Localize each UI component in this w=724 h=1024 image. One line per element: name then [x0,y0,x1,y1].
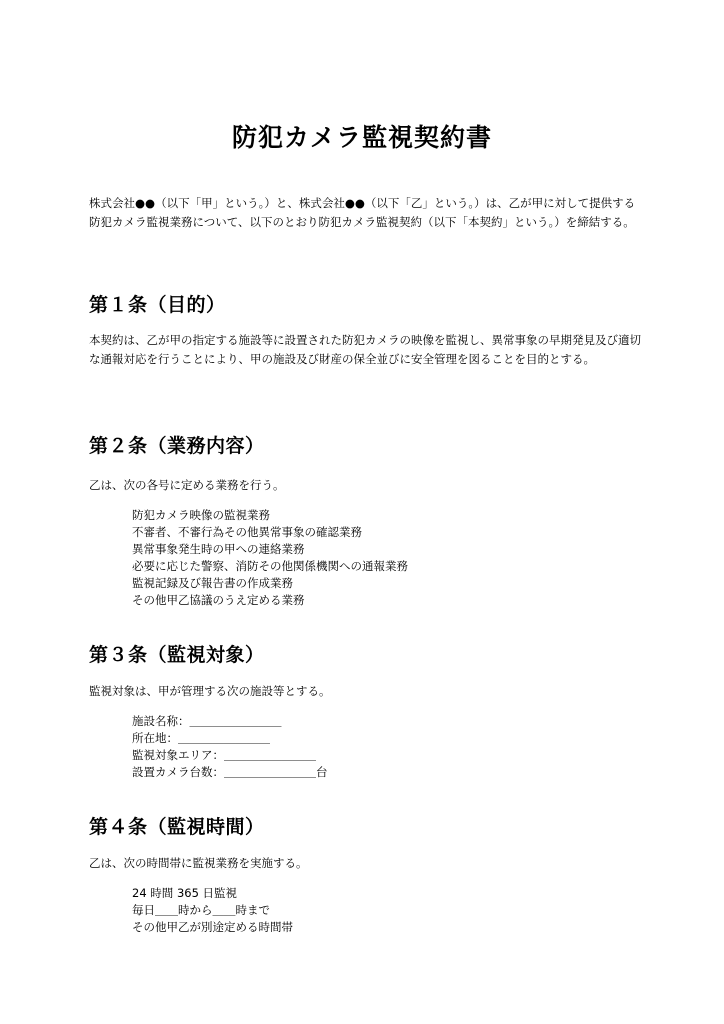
list-item: 監視記録及び報告書の作成業務 [132,576,293,590]
list-item: 24 時間 365 日監視 [132,886,238,900]
article-1-text: 本契約は、乙が甲の指定する施設等に設置された防犯カメラの映像を監視し、異常事象の早期発見及び適切な通報対応を行うことにより、甲の施設及び財産の保全並びに安全管理を図ることを目的とする。 [89,333,641,366]
article-2-text: 乙は、次の各号に定める業務を行う。 [89,478,285,492]
article-3-list [89,713,645,781]
article-4-text: 乙は、次の時間帯に監視業務を実施する。 [89,856,308,870]
list-item: 設置カメラ台数：＿＿＿＿＿＿＿＿台 [132,765,328,779]
article-3-text: 監視対象は、甲が管理する次の施設等とする。 [89,684,331,698]
article-4 [89,815,645,936]
list-item: 必要に応じた警察、消防その他関係機関への通報業務 [132,559,408,573]
article-1-heading: 第１条（目的） [89,294,226,316]
intro-paragraph: 株式会社●●（以下「甲」という。）と、株式会社●●（以下「乙」という。）は、乙が甲に対して提供する防犯カメラ監視業務について、以下のとおり防犯カメラ監視契約（以下「本契約」という。）を締結する。 [89,196,636,229]
article-4-heading: 第４条（監視時間） [89,816,265,838]
list-item: 施設名称：＿＿＿＿＿＿＿＿ [132,714,282,728]
article-2-heading: 第２条（業務内容） [89,435,265,457]
list-item: 毎日＿＿時から＿＿時まで [132,903,270,917]
article-3-heading: 第３条（監視対象） [89,644,265,666]
document-title: 防犯カメラ監視契約書 [231,123,492,152]
list-item: 不審者、不審行為その他異常事象の確認業務 [132,525,362,539]
list-item: 異常事象発生時の甲への連絡業務 [132,542,305,556]
article-3 [89,643,645,781]
article-4-list [89,885,645,936]
article-2-list [89,507,645,609]
list-item: その他甲乙協議のうえ定める業務 [132,593,305,607]
article-1 [89,293,645,369]
list-item: その他甲乙が別途定める時間帯 [132,920,293,934]
list-item: 防犯カメラ映像の監視業務 [132,508,270,522]
article-2 [89,434,645,609]
list-item: 監視対象エリア：＿＿＿＿＿＿＿＿ [132,748,316,762]
list-item: 所在地：＿＿＿＿＿＿＿＿ [132,731,270,745]
